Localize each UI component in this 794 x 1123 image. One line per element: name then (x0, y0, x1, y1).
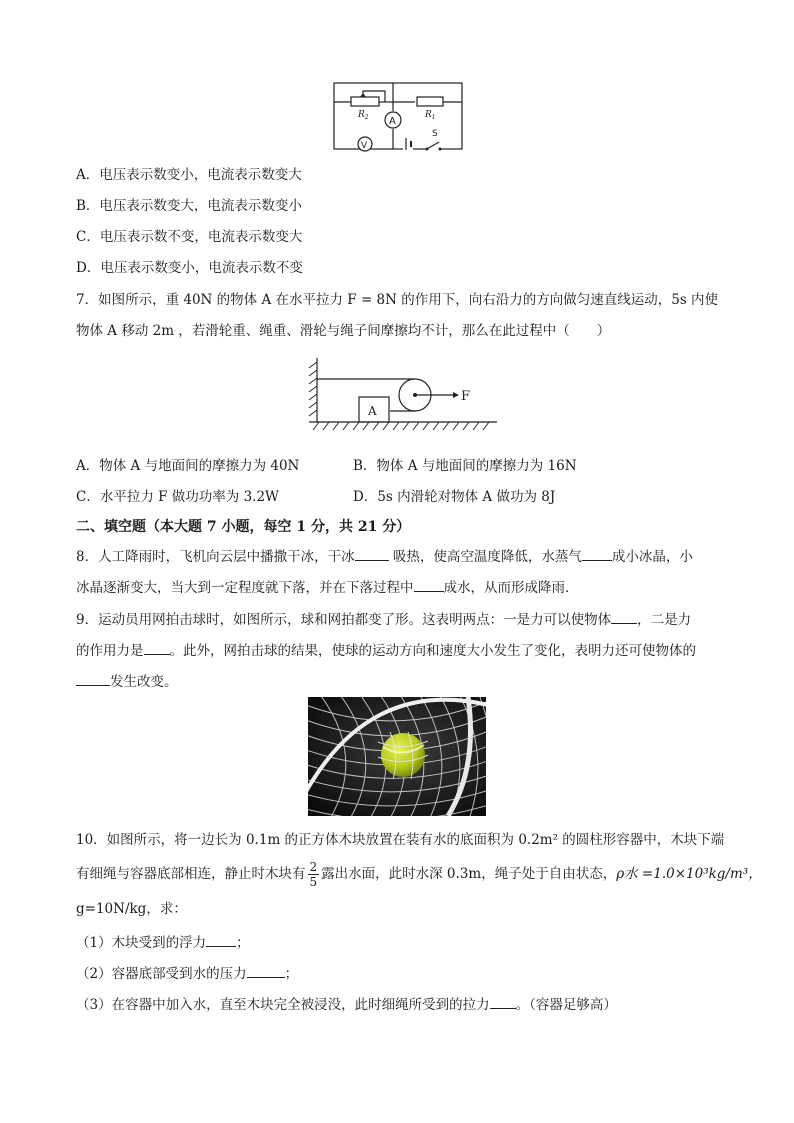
q10-sub2: （2）容器底部受到水的压力 ； (76, 963, 298, 983)
q7-option-c: C．水平拉力 F 做功功率为 3.2W (76, 489, 279, 505)
q6-option-d: D．电压表示数变小，电流表示数不变 (76, 260, 303, 276)
q10-line1: 10．如图所示，将一边长为 0.1m 的正方体木块放置在装有水的底面积为 0.2m² 的圆柱形容器中，木块下端 (76, 832, 725, 848)
q10-sub1: （1）木块受到的浮力 ； (76, 932, 250, 952)
tennis-racket-photo (308, 697, 486, 816)
q10-line3: g=10N/kg，求： (76, 901, 187, 917)
ammeter-icon: A (389, 116, 396, 127)
r2-label: $R_2$ (358, 110, 369, 121)
q7-stem-line1: 7．如图所示，重 40N 的物体 A 在水平拉力 F = 8N 的作用下，向右沿力的方向做匀速直线运动，5s 内使 (76, 292, 719, 308)
q7-option-d: D．5s 内滑轮对物体 A 做功为 8J (353, 489, 556, 505)
q6-option-b: B．电压表示数变大，电流表示数变小 (76, 198, 302, 214)
r1-label: $R_1$ (425, 110, 436, 121)
q6-option-a: A．电压表示数变小，电流表示数变大 (76, 167, 302, 183)
q8-line1: 8．人工降雨时，飞机向云层中播撒干冰，干冰 吸热，使高空温度降低，水蒸气 成小冰晶，小 (76, 546, 693, 566)
switch-label: S (432, 129, 438, 139)
q7-option-b: B．物体 A 与地面间的摩擦力为 16N (353, 458, 577, 474)
q7-stem-line2: 物体 A 移动 2m ，若滑轮重、绳重、滑轮与绳子间摩擦均不计，那么在此过程中（ ） (76, 323, 611, 339)
q7-option-a: A．物体 A 与地面间的摩擦力为 40N (76, 458, 300, 474)
force-label: F (461, 389, 471, 404)
circuit-diagram (333, 82, 463, 154)
section-title: 二、填空题（本大题 7 小题，每空 1 分，共 21 分） (76, 519, 411, 535)
fraction: $\frac{2}{5}$ (309, 860, 318, 889)
q10-line2: 有细绳与容器底部相连，静止时木块有 $\frac{2}{5}$ 露出水面，此时水深 0.3m，绳子处于自由状态，ρ水 =1.0×10³kg/m³， (76, 860, 762, 889)
q6-option-c: C．电压表示数不变，电流表示数变大 (76, 229, 303, 245)
pulley-diagram (305, 356, 500, 434)
voltmeter-icon: V (361, 141, 368, 151)
q10-sub3: （3）在容器中加入水，直至木块完全被浸没，此时细绳所受到的拉力 。（容器足够高） (76, 994, 617, 1014)
q8-line2: 冰晶逐渐变大，当大到一定程度就下落，并在下落过程中 成水，从而形成降雨． (76, 577, 579, 597)
q9-line2: 的作用力是 。此外，网拍击球的结果，使球的运动方向和速度大小发生了变化，表明力还可使物体的 (76, 640, 696, 660)
block-a-label: A (368, 404, 377, 418)
q9-line3: 发生改变。 (76, 671, 178, 691)
q9-line1: 9．运动员用网拍击球时，如图所示，球和网拍都变了形。这表明两点：一是力可以使物体 ，二是力 (76, 609, 691, 629)
